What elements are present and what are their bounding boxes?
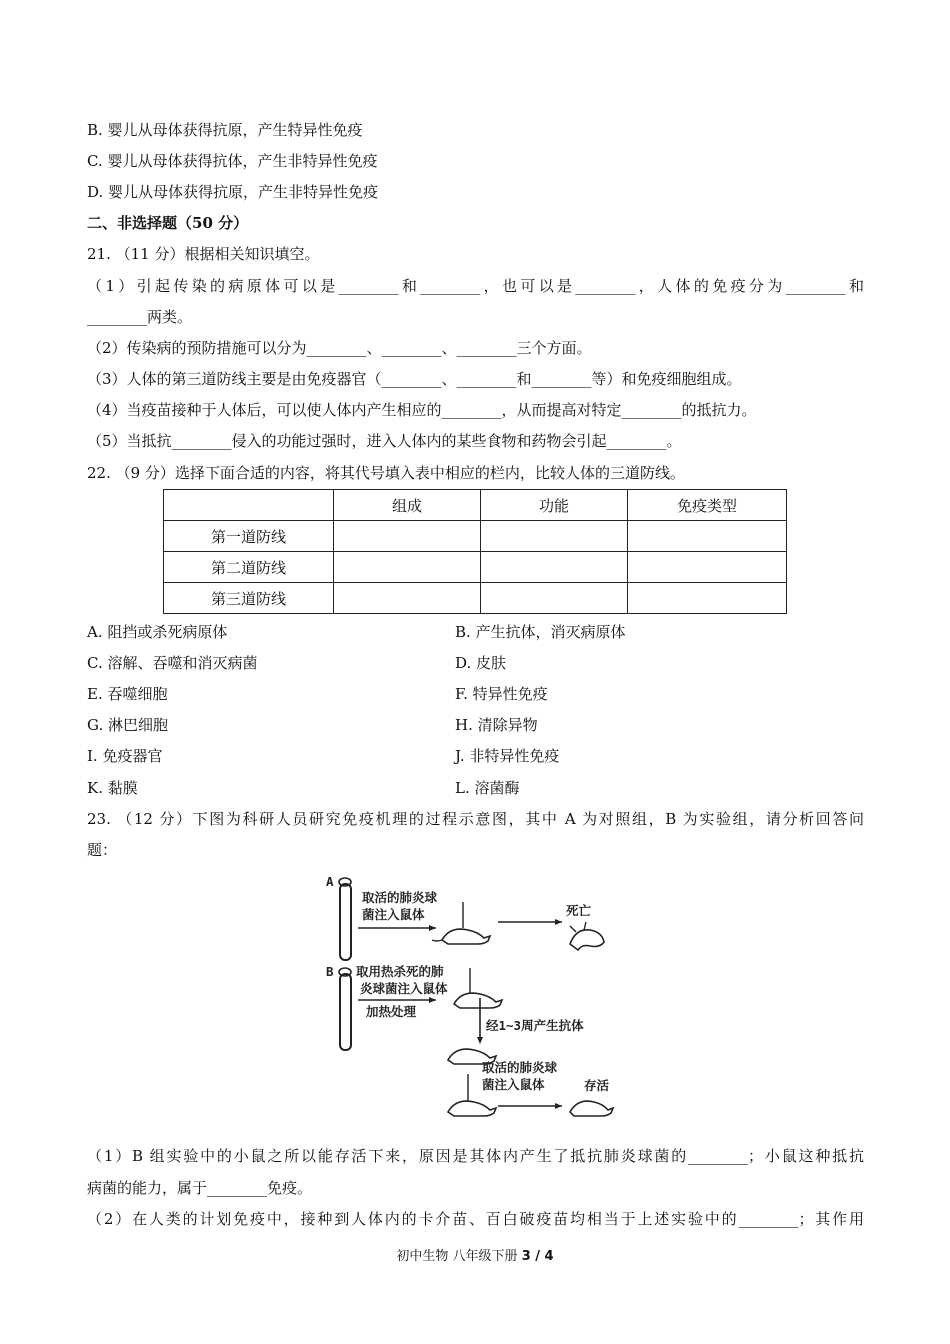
table-row-label: 第一道防线 [164,521,334,552]
defense-comparison-table [163,489,787,614]
q22-option: D. 皮肤 [455,654,507,672]
answer-cell[interactable] [628,552,787,583]
q21-part1-line2: ________两类。 [87,308,193,326]
q20-option-c: C. 婴儿从母体获得抗体，产生非特异性免疫 [87,152,378,170]
q20-option-d: D. 婴儿从母体获得抗原，产生非特异性免疫 [87,183,379,201]
section-title: 二、非选择题（50 分） [87,214,249,232]
q22-stem: 22. （9 分）选择下面合适的内容，将其代号填入表中相应的栏内，比较人体的三道防线。 [87,464,685,482]
a-result: 死亡 [566,903,592,918]
q23-stem-line2: 题： [87,841,118,859]
b-text-line2: 炎球菌注入鼠体 [360,981,448,996]
mouse-b1 [454,968,502,1008]
table-row [164,521,787,552]
q22-option: C. 溶解、吞噬和消灭病菌 [87,654,258,672]
q22-option: J. 非特异性免疫 [455,747,560,765]
page-number: 3 / 4 [521,1249,554,1264]
q22-option: H. 清除异物 [455,716,538,734]
b-text-line3: 取活的肺炎球 [482,1060,558,1075]
test-tube-b [339,968,351,1050]
q22-option: I. 免疫器官 [87,747,163,765]
b-text-line1: 取用热杀死的肺 [356,964,444,979]
b-heat: 加热处理 [366,1004,417,1019]
a-text-line2: 菌注入鼠体 [362,907,425,922]
table-row-label: 第二道防线 [164,552,334,583]
group-b-label: B [326,964,334,979]
table-header-cell [164,490,334,521]
arrow-a2-head [555,919,562,925]
q22-option: L. 溶菌酶 [455,779,520,797]
group-a-label: A [326,874,334,889]
q22-option: B. 产生抗体，消灭病原体 [455,623,626,641]
dead-mouse [570,922,604,950]
immunity-experiment-figure [322,872,622,1122]
q21-part3: （3）人体的第三道防线主要是由免疫器官（________、________和________等）和免疫细胞组成。 [87,370,742,388]
q22-option: F. 特异性免疫 [455,685,548,703]
mouse-b4 [570,1101,613,1116]
table-header-cell: 功能 [481,490,628,521]
q21-stem: 21. （11 分）根据相关知识填空。 [87,245,320,263]
b-result: 存活 [584,1078,610,1093]
q22-option: K. 黏膜 [87,779,138,797]
q23-part2-line1: （2）在人类的计划免疫中，接种到人体内的卡介苗、百白破疫苗均相当于上述实验中的________；其作用 [87,1210,864,1228]
arrow-b1-head [429,997,436,1003]
q23-part1-line1: （1）B 组实验中的小鼠之所以能存活下来，原因是其体内产生了抵抗肺炎球菌的________；小鼠这种抵抗 [87,1147,864,1165]
b-text-line4: 菌注入鼠体 [482,1077,545,1092]
table-row [164,583,787,614]
page-footer [0,1248,950,1266]
q22-option: A. 阻挡或杀死病原体 [87,623,228,641]
q23-stem-line1: 23. （12 分）下图为科研人员研究免疫机理的过程示意图，其中 A 为对照组，B 为实验组，请分析回答问 [87,810,864,828]
table-header-cell: 组成 [334,490,481,521]
table-header-cell: 免疫类型 [628,490,787,521]
q23-part1-line2: 病菌的能力，属于________免疫。 [87,1179,313,1197]
footer-subject: 初中生物 八年级下册 [396,1249,522,1264]
q21-part4: （4）当疫苗接种于人体后，可以使人体内产生相应的________，从而提高对特定________的抵抗力。 [87,401,757,419]
q20-option-b: B. 婴儿从母体获得抗原，产生特异性免疫 [87,121,363,139]
answer-cell[interactable] [334,552,481,583]
q21-part2: （2）传染病的预防措施可以分为________、________、________三个方面。 [87,339,592,357]
answer-cell[interactable] [334,521,481,552]
arrow-a1-head [429,925,436,931]
b-weeks: 经1~3周产生抗体 [486,1018,584,1033]
test-tube-a [339,878,351,960]
q21-part1-line1: （1）引起传染的病原体可以是________和________，也可以是________，人体的免疫分为________和 [87,277,864,295]
answer-cell[interactable] [481,521,628,552]
table-header-row [164,490,787,521]
a-text-line1: 取活的肺炎球 [362,890,438,905]
answer-cell[interactable] [481,583,628,614]
answer-cell[interactable] [334,583,481,614]
arrow-b3-head [555,1103,562,1109]
q22-option: G. 淋巴细胞 [87,716,168,734]
table-row [164,552,787,583]
answer-cell[interactable] [481,552,628,583]
q22-option: E. 吞噬细胞 [87,685,168,703]
answer-cell[interactable] [628,521,787,552]
mouse-a [432,902,490,944]
answer-cell[interactable] [628,583,787,614]
table-row-label: 第三道防线 [164,583,334,614]
arrow-b2-head [477,1037,483,1044]
q21-part5: （5）当抵抗________侵入的功能过强时，进入人体内的某些食物和药物会引起________。 [87,432,682,450]
